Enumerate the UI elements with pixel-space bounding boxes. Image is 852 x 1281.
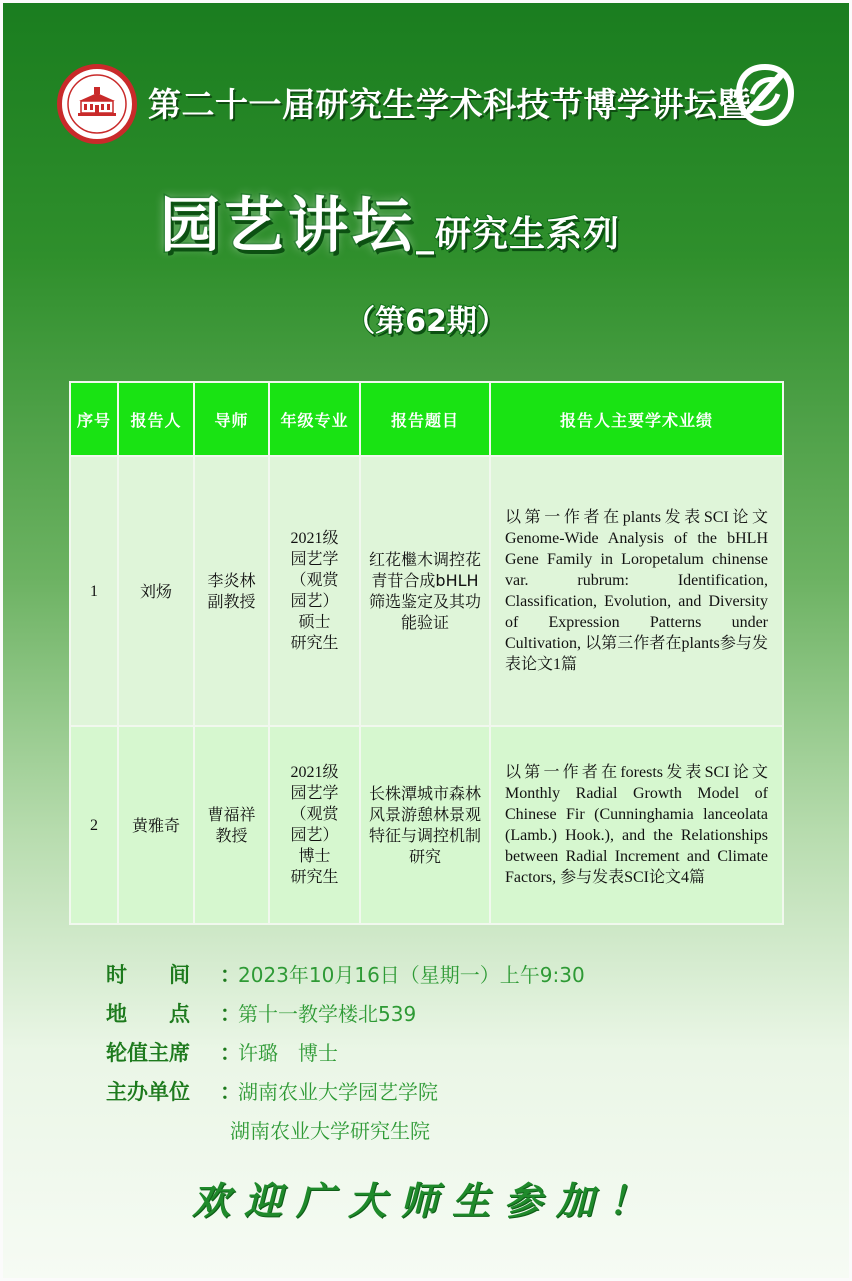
grade-line: 园艺） (290, 593, 339, 610)
building-icon (66, 73, 128, 135)
place-value: 第十一教学楼北539 (238, 1002, 417, 1026)
grade-line: 2021级 (290, 530, 339, 547)
time-label: 时 间 (106, 961, 190, 987)
colon: ： (220, 1040, 241, 1065)
grade-line: （观赏 (290, 572, 339, 589)
header-grade-major: 年级专业 (269, 382, 360, 456)
university-seal-logo (57, 64, 137, 144)
host-value-2: 湖南农业大学研究生院 (230, 1119, 430, 1143)
colon: ： (220, 1001, 241, 1026)
info-chair (106, 1032, 585, 1071)
grade-line: （观赏 (290, 806, 339, 823)
row-topic: 红花檵木调控花青苷合成bHLH筛选鉴定及其功能验证 (360, 456, 490, 726)
table-row (70, 726, 783, 924)
colon: ： (220, 1079, 241, 1104)
info-host (106, 1071, 585, 1110)
chair-label: 轮值主席 (106, 1039, 190, 1065)
grade-line: 园艺） (290, 827, 339, 844)
row-index: 2 (70, 726, 118, 924)
brand-leaf-logo-icon (736, 64, 794, 126)
row-advisor (194, 726, 269, 924)
advisor-title: 教授 (215, 826, 248, 845)
grade-line: 硕士 (298, 614, 331, 631)
place-label: 地 点 (106, 1000, 190, 1026)
header-achievements: 报告人主要学术业绩 (490, 382, 783, 456)
host-label: 主办单位 (106, 1078, 190, 1104)
issue-number: （第62期） (345, 304, 507, 339)
row-grade-major (269, 726, 360, 924)
grade-line: 园艺学 (290, 551, 339, 568)
lecture-table (69, 381, 784, 925)
row-index: 1 (70, 456, 118, 726)
header-title: 第二十一届研究生学术科技节博学讲坛暨 (148, 85, 751, 124)
header-advisor: 导师 (194, 382, 269, 456)
header-topic: 报告题目 (360, 382, 490, 456)
row-achievement: 以第一作者在plants发表SCI论文 Genome-Wide Analysis of the bHLH Gene Family in Loropetalum chinense var. rubrum: Identification, Classification, Evolution, and Diversity of Expression Patterns under Cultivation, 以第三作者在plants参与发表论文1篇 (490, 456, 783, 726)
info-time (106, 954, 585, 993)
header-speaker: 报告人 (118, 382, 194, 456)
chair-value: 许璐 博士 (238, 1041, 338, 1065)
event-info (106, 954, 585, 1149)
grade-line: 园艺学 (290, 785, 339, 802)
grade-line: 2021级 (290, 764, 339, 781)
info-host-2 (106, 1110, 585, 1149)
advisor-name: 曹福祥 (207, 805, 256, 824)
main-title-sub: _研究生系列 (416, 214, 621, 255)
main-title (160, 178, 620, 264)
host-value-1: 湖南农业大学园艺学院 (238, 1080, 438, 1104)
row-grade-major (269, 456, 360, 726)
welcome-message: 欢迎广大师生参加！ (191, 1178, 660, 1223)
time-value: 2023年10月16日（星期一）上午9:30 (238, 963, 585, 987)
main-title-big: 园艺讲坛 (160, 191, 416, 261)
advisor-name: 李炎林 (207, 571, 256, 590)
table-row (70, 456, 783, 726)
grade-line: 研究生 (290, 635, 339, 652)
info-place (106, 993, 585, 1032)
advisor-title: 副教授 (207, 592, 256, 611)
colon: ： (220, 962, 241, 987)
row-speaker: 刘炀 (118, 456, 194, 726)
grade-line: 博士 (298, 848, 331, 865)
row-achievement: 以第一作者在forests发表SCI论文 Monthly Radial Growth Model of Chinese Fir (Cunninghamia lanceolata (Lamb.) Hook.), and the Relationships between Radial Increment and Climate Factors, 参与发表SCI论文4篇 (490, 726, 783, 924)
row-topic: 长株潭城市森林风景游憩林景观特征与调控机制研究 (360, 726, 490, 924)
row-advisor (194, 456, 269, 726)
grade-line: 研究生 (290, 869, 339, 886)
header-index: 序号 (70, 382, 118, 456)
table-header-row (70, 382, 783, 456)
row-speaker: 黄雅奇 (118, 726, 194, 924)
